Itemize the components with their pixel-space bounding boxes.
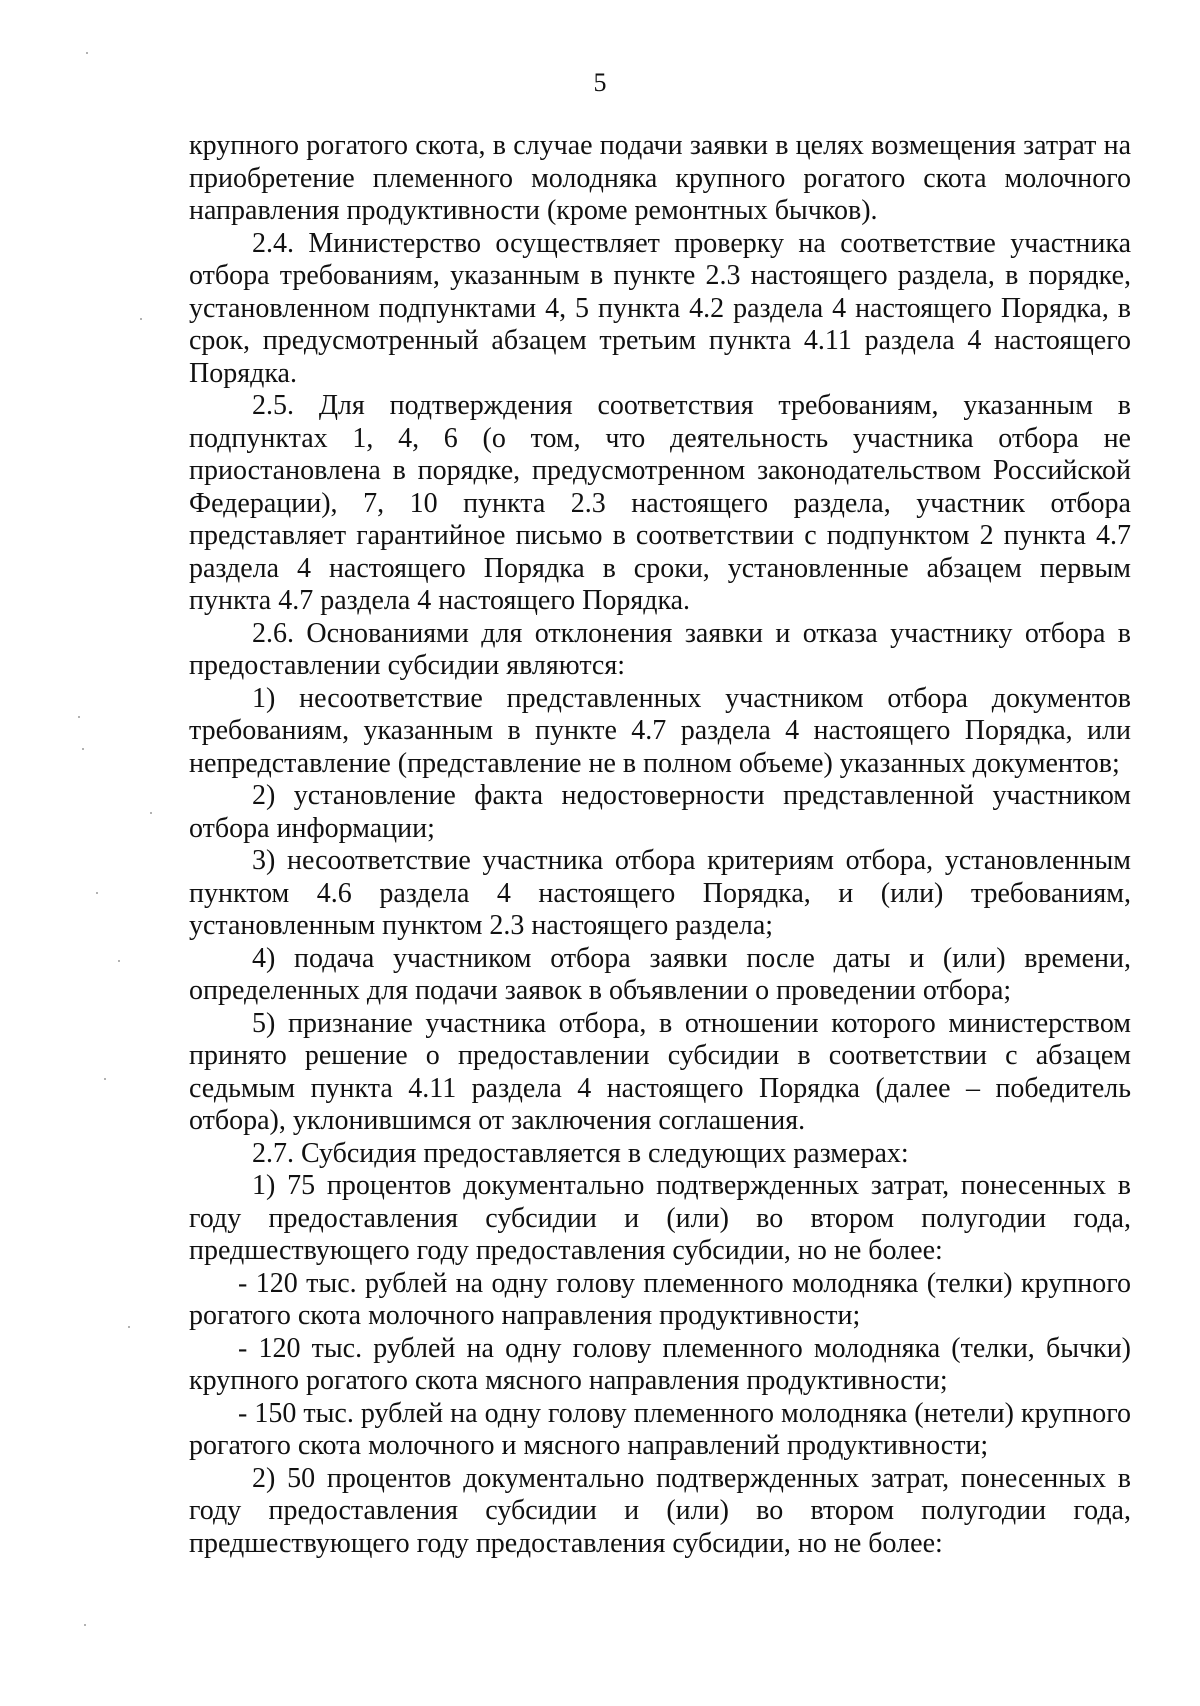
scan-speck [118, 960, 120, 962]
list-item-2-6-3: 3) несоответствие участника отбора критериям отбора, установленным пунктом 4.6 раздела 4 настоящего Порядка, и (или) требованиям, установленным пунктом 2.3 настоящего раздела; [189, 845, 1131, 941]
paragraph-continuation: крупного рогатого скота, в случае подачи заявки в целях возмещения затрат на приобретение племенного молодняка крупного рогатого скота молочного направления продуктивности (кроме ремонтных бычков). [189, 130, 1131, 226]
scan-speck [86, 52, 88, 54]
list-item-2-7-2: 2) 50 процентов документально подтвержденных затрат, понесенных в году предоставления субсидии и (или) во втором полугодии года, предшествующего году предоставления субсидии, но не более: [189, 1462, 1131, 1559]
paragraph-2-5: 2.5. Для подтверждения соответствия требованиям, указанным в подпунктах 1, 4, 6 (о том, что деятельность участника отбора не приостановлена в порядке, предусмотренном законодательством Российской Федерации), 7, 10 пункта 2.3 настоящего раздела, участник отбора представляет гарантийное письмо в соответствии с подпунктом 2 пункта 4.7 раздела 4 настоящего Порядка в сроки, установленные абзацем первым пункта 4.7 раздела 4 настоящего Порядка. [189, 390, 1131, 616]
scan-speck [82, 748, 84, 750]
scan-speck [128, 1326, 130, 1328]
scan-speck [84, 1624, 86, 1626]
scan-speck [150, 812, 152, 814]
page-number: 5 [593, 68, 607, 97]
scan-speck [104, 1078, 106, 1080]
dash-item-pregnant-heifers: - 150 тыс. рублей на одну голову племенного молодняка (нетели) крупного рогатого скота молочного и мясного направлений продуктивности; [189, 1397, 1131, 1461]
scan-speck [78, 716, 80, 718]
document-body [189, 130, 1131, 1560]
scan-speck [96, 892, 98, 894]
list-item-2-6-2: 2) установление факта недостоверности представленной участником отбора информации; [189, 780, 1131, 844]
paragraph-2-7: 2.7. Субсидия предоставляется в следующих размерах: [252, 1137, 909, 1169]
dash-item-heifers-dairy: - 120 тыс. рублей на одну голову племенного молодняка (телки) крупного рогатого скота молочного направления продуктивности; [189, 1267, 1131, 1331]
list-item-2-7-1: 1) 75 процентов документально подтвержденных затрат, понесенных в году предоставления субсидии и (или) во втором полугодии года, предшествующего году предоставления субсидии, но не более: [189, 1170, 1131, 1266]
dash-item-heifers-bulls-beef: - 120 тыс. рублей на одну голову племенного молодняка (телки, бычки) крупного рогатого скота мясного направления продуктивности; [189, 1332, 1131, 1396]
paragraph-2-6: 2.6. Основаниями для отклонения заявки и отказа участнику отбора в предоставлении субсидии являются: [189, 617, 1131, 681]
list-item-2-6-4: 4) подача участником отбора заявки после даты и (или) времени, определенных для подачи заявок в объявлении о проведении отбора; [189, 942, 1131, 1006]
paragraph-2-4: 2.4. Министерство осуществляет проверку на соответствие участника отбора требованиям, указанным в пункте 2.3 настоящего раздела, в порядке, установленном подпунктами 4, 5 пункта 4.2 раздела 4 настоящего Порядка, в срок, предусмотренный абзацем третьим пункта 4.11 раздела 4 настоящего Порядка. [189, 227, 1131, 389]
list-item-2-6-5: 5) признание участника отбора, в отношении которого министерством принято решение о предоставлении субсидии в соответствии с абзацем седьмым пункта 4.11 раздела 4 настоящего Порядка (далее – победитель отбора), уклонившимся от заключения соглашения. [189, 1007, 1131, 1136]
scan-speck [140, 318, 142, 320]
list-item-2-6-1: 1) несоответствие представленных участником отбора документов требованиям, указанным в пункте 4.7 раздела 4 настоящего Порядка, или непредставление (представление не в полном объеме) указанных документов; [189, 682, 1131, 779]
